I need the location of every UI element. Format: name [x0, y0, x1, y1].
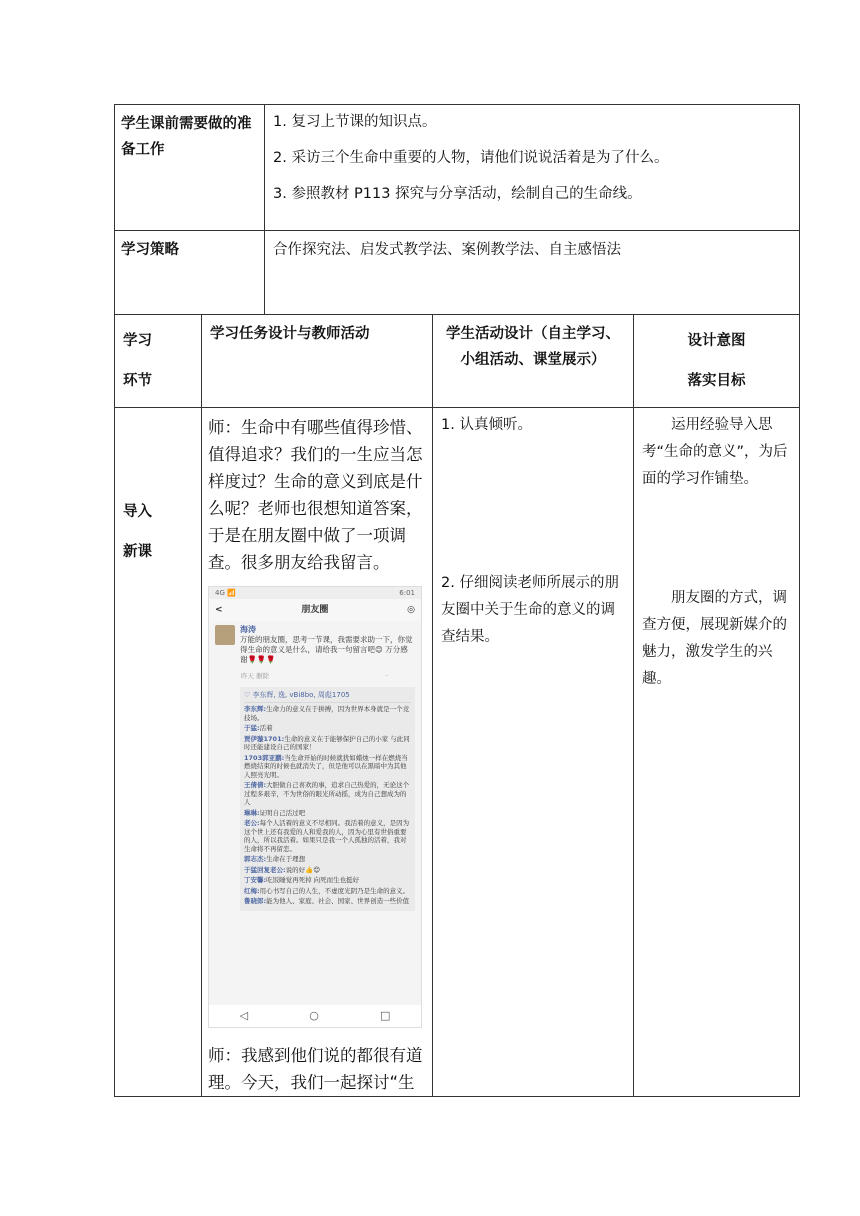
student-item-1: 1. 认真倾听。 — [441, 417, 532, 433]
header-teacher: 学习任务设计与教师活动 — [202, 315, 433, 408]
moments-post — [209, 621, 421, 669]
comment-author: 李东辉: — [244, 705, 267, 713]
status-left: 4G 📶 — [215, 589, 236, 597]
header-stage-line2: 环节 — [123, 373, 152, 389]
nav-home-icon: ○ — [309, 1009, 319, 1022]
stage-line1: 导入 — [123, 504, 152, 520]
comment-item — [244, 724, 411, 733]
lesson-plan-document — [114, 104, 796, 1097]
intro-row — [115, 408, 800, 1097]
header-stage-line1: 学习 — [123, 333, 152, 349]
comment-author: 鲁晓郎: — [244, 897, 267, 905]
status-time: 6:01 — [399, 589, 415, 597]
stage-cell — [115, 408, 202, 1097]
comment-author: 琳琳: — [244, 808, 260, 817]
comment-item — [244, 809, 411, 818]
header-intent — [634, 315, 800, 408]
comment-text: 能为他人、家庭、社会、国家、世界创造一些价值 — [266, 897, 410, 905]
comment-author: 于猛回复老公: — [244, 865, 286, 874]
comment-author: 于猛: — [244, 724, 260, 732]
nav-recent-icon: □ — [380, 1009, 391, 1022]
student-item-2: 2. 仔细阅读老师所展示的朋友圈中关于生命的意义的调查结果。 — [441, 575, 619, 645]
nav-back-icon: ◁ — [239, 1009, 249, 1022]
back-icon: < — [215, 605, 223, 615]
post-meta — [209, 669, 421, 683]
comment-list — [244, 705, 411, 906]
header-stage — [115, 315, 202, 408]
comment-item — [244, 855, 411, 864]
strategy-label: 学习策略 — [115, 231, 265, 315]
comment-author: 老公: — [244, 819, 260, 827]
stage-line2: 新课 — [123, 544, 152, 560]
comment-author: 红梅: — [244, 886, 260, 895]
prep-label: 学生课前需要做的准备工作 — [115, 105, 265, 231]
strategy-row — [115, 231, 800, 315]
comment-item — [244, 819, 411, 853]
comment-text: 生命力的意义在于拼搏，因为世界本身就是一个竞技场。 — [244, 705, 410, 722]
comment-text: 当生命开始的时候就犹如蜡烛一样在燃烧当燃烧结束的时候也就消失了，但是他可以在黑暗中为其他人照亮光明。 — [244, 753, 408, 779]
poster-name: 海涛 — [240, 625, 256, 634]
prep-row — [115, 105, 800, 231]
comment-item — [244, 866, 411, 875]
comment-item — [244, 887, 411, 896]
header-intent-line2: 落实目标 — [687, 373, 746, 389]
intent-2: 朋友圈的方式，调查方便，展现新媒介的魅力，激发学生的兴趣。 — [642, 590, 787, 687]
comment-item — [244, 705, 411, 722]
column-header-row — [115, 315, 800, 408]
moments-title: 朋友圈 — [301, 605, 329, 615]
prep-item-2: 2. 采访三个生命中重要的人物，请他们说说活着是为了什么。 — [273, 150, 669, 166]
teacher-text-1: 师：生命中有哪些值得珍惜、值得追求？我们的一生应当怎样度过？生命的意义到底是什么呢？老师也很想知道答案，于是在朋友圈中做了一项调查。很多朋友给我留言。 — [208, 418, 423, 572]
prep-item-1: 1. 复习上节课的知识点。 — [273, 114, 437, 130]
teacher-text-2: 师：我感到他们说的都很有道理。今天，我们一起探讨“生 — [208, 1046, 423, 1092]
more-icon: ·· — [384, 672, 389, 680]
comment-text: 吃饭睡觉再死掉 向死而生也挺好 — [266, 876, 360, 884]
comment-text: 证明自己活过吧 — [259, 808, 306, 817]
comment-author: 郭志杰: — [244, 855, 267, 863]
comment-item — [244, 735, 411, 752]
header-student: 学生活动设计（自主学习、小组活动、课堂展示） — [433, 315, 634, 408]
comment-author: 王倩倩: — [244, 781, 267, 789]
phone-status-bar — [209, 587, 421, 599]
comment-item — [244, 876, 411, 885]
comment-author: 丁安馨: — [244, 876, 267, 884]
comment-text: 用心书写自己的人生，不虚度光阴乃是生命的意义。 — [259, 886, 410, 895]
comment-item — [244, 781, 411, 807]
intent-cell — [634, 408, 800, 1097]
comment-text: 说的好👍😊 — [285, 865, 320, 874]
comment-text: 大胆做自己喜欢的事，追求自己热爱的，无论这个过程多艰辛，不为世俗的眼光所动摇，成为自己想成为的人 — [244, 781, 410, 806]
wechat-moments-screenshot — [208, 586, 422, 1028]
comment-author: 贾伊璇1701: — [244, 734, 285, 743]
comment-item — [244, 897, 411, 906]
comment-text: 生命的意义在于能够保护自己的小家 与此同时还能建设自己的国家！ — [244, 734, 410, 751]
intent-1: 运用经验导入思考“生命的意义”，为后面的学习作铺垫。 — [642, 417, 788, 487]
student-activity-cell — [433, 408, 634, 1097]
teacher-activity-cell — [202, 408, 433, 1097]
comment-text: 活着 — [259, 724, 273, 732]
moments-top-bar — [209, 599, 421, 621]
camera-icon: ◎ — [407, 605, 415, 615]
comments-box — [240, 687, 415, 911]
header-intent-line1: 设计意图 — [687, 333, 746, 349]
android-nav-bar — [209, 1005, 421, 1027]
comment-item — [244, 754, 411, 780]
lesson-plan-table — [114, 104, 800, 1097]
comment-text: 每个人活着的意义不尽相同。我活着的意义，是因为这个世上还有我爱的人和爱我的人，因为心里有世俗重要的人，所以我活着。如果只是我一个人孤独的活着，我对生命将不再留恋。 — [244, 819, 410, 853]
post-text: 万能的朋友圈，思考一节课，我需要求助一下，你觉得生命的意义是什么，请给我一句留言吧😊 万分感谢🌹🌹🌹 — [240, 635, 413, 664]
comment-author: 1703郭亚鹏: — [244, 753, 285, 762]
strategy-value: 合作探究法、启发式教学法、案例教学法、自主感悟法 — [265, 231, 800, 315]
prep-item-3: 3. 参照教材 P113 探究与分享活动，绘制自己的生命线。 — [273, 186, 642, 202]
prep-items — [265, 105, 800, 231]
avatar — [215, 625, 235, 645]
post-time: 昨天 删除 — [241, 672, 270, 680]
comment-text: 生命在于理想 — [266, 855, 306, 863]
likes-list: ♡ 李东辉, 逸, vBi8bo, 周彪1705 — [244, 690, 411, 703]
